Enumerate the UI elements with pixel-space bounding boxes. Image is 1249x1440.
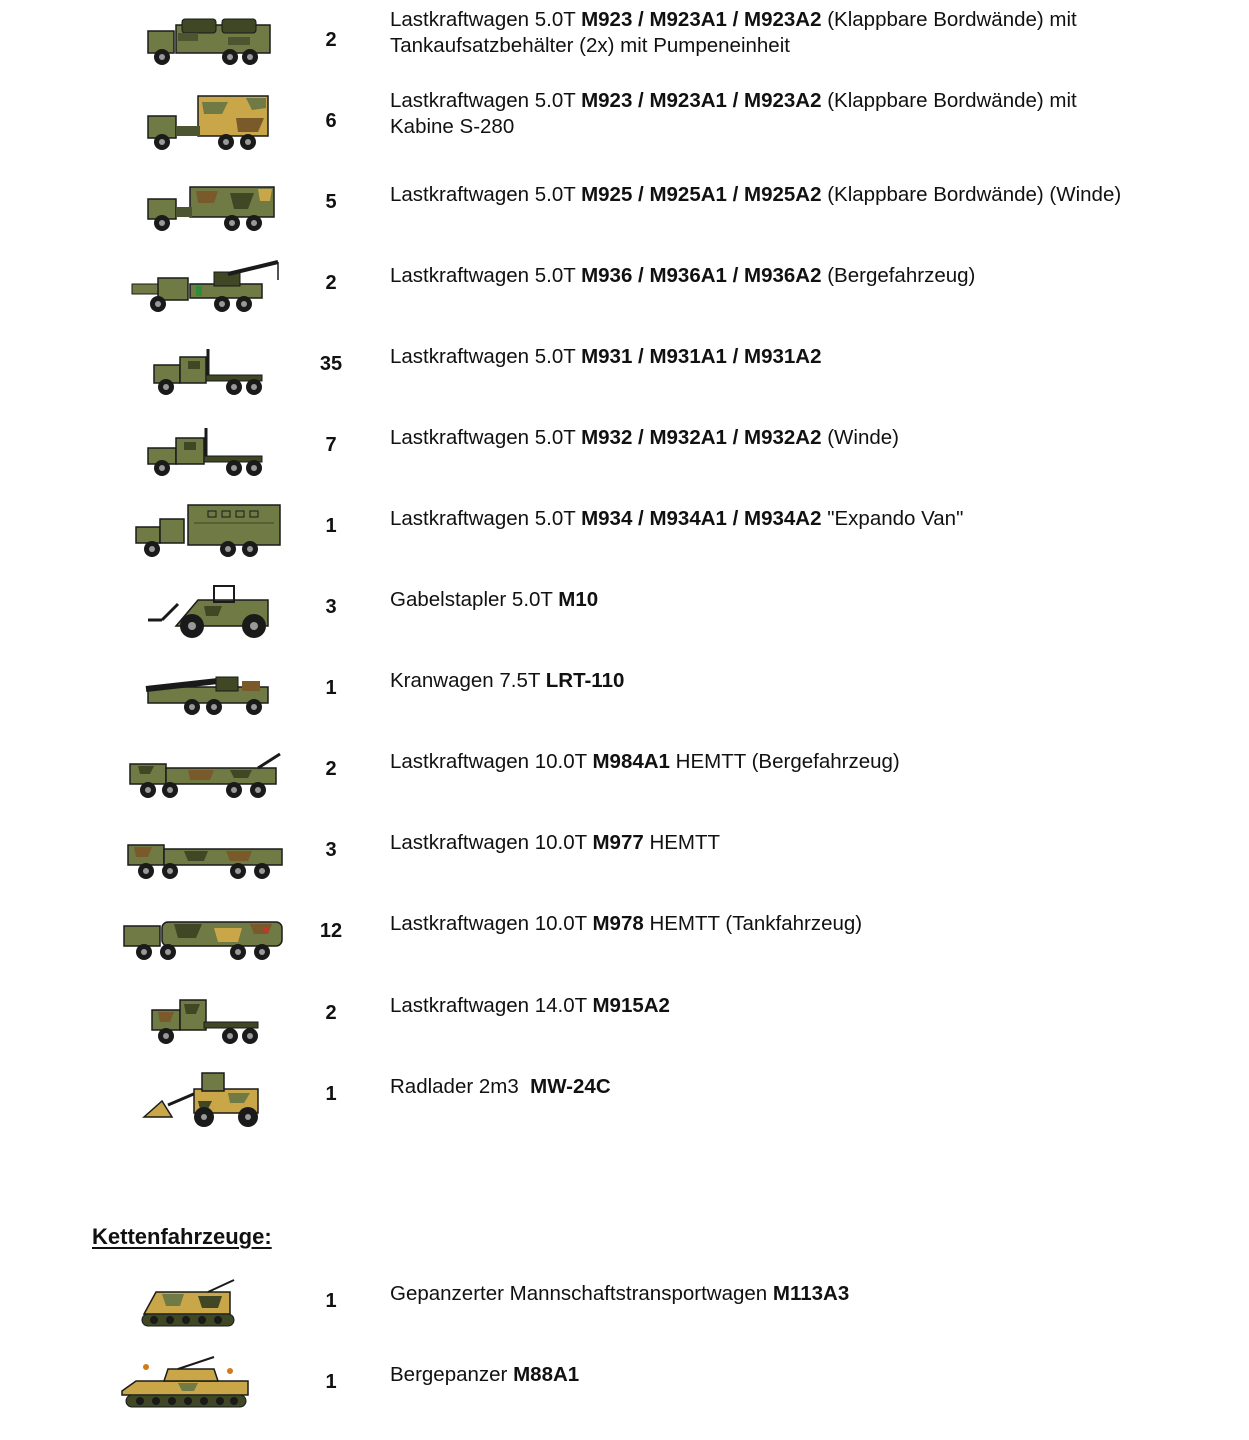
m977-hemtt-cargo-icon: [118, 821, 298, 887]
list-item: [0, 813, 1249, 894]
quantity: 12: [319, 920, 343, 942]
model-designation: M923 / M923A1 / M923A2: [581, 89, 822, 112]
quantity: 6: [325, 110, 337, 132]
model-designation: M936 / M936A1 / M936A2: [581, 264, 822, 287]
m923-tanker-truck-icon: [118, 11, 298, 77]
m934-expando-van-icon: [118, 497, 298, 563]
quantity: 1: [325, 1083, 337, 1105]
list-item: [0, 84, 1249, 165]
vehicle-description: Lastkraftwagen 5.0T M923 / M923A1 / M923A2 (Klappbare Bordwände) mit Tankaufsatzbehälter (2x) mit Pumpeneinheit: [390, 8, 1077, 57]
list-item: [0, 1264, 1249, 1345]
list-item: [0, 489, 1249, 570]
m925-cargo-truck-icon: [118, 173, 298, 239]
vehicle-description: Lastkraftwagen 5.0T M931 / M931A1 / M931A2: [390, 345, 822, 368]
model-designation: M10: [558, 588, 599, 611]
list-item: [0, 246, 1249, 327]
list-item: [0, 651, 1249, 732]
model-designation: M984A1: [592, 750, 670, 773]
vehicle-description: Lastkraftwagen 10.0T M977 HEMTT: [390, 831, 721, 854]
lrt110-crane-icon: [118, 659, 298, 725]
vehicle-description: Radlader 2m3 MW-24C: [390, 1075, 611, 1098]
vehicle-description: Lastkraftwagen 5.0T M934 / M934A1 / M934A2 "Expando Van": [390, 507, 964, 530]
quantity: 2: [325, 758, 337, 780]
list-item: [0, 976, 1249, 1057]
quantity: 2: [325, 272, 337, 294]
vehicle-description: Lastkraftwagen 10.0T M978 HEMTT (Tankfahrzeug): [390, 912, 863, 935]
mw24c-wheel-loader-icon: [118, 1065, 298, 1131]
section-heading: Kettenfahrzeuge:: [92, 1224, 272, 1249]
quantity: 2: [325, 29, 337, 51]
list-item: [0, 1057, 1249, 1138]
model-designation: M977: [592, 831, 644, 854]
m978-hemtt-tanker-icon: [118, 902, 298, 968]
list-item: [0, 732, 1249, 813]
m88-recovery-vehicle-icon: [118, 1353, 298, 1419]
model-designation: M925 / M925A1 / M925A2: [581, 183, 822, 206]
model-designation: M915A2: [592, 994, 670, 1017]
model-designation: M931 / M931A1 / M931A2: [581, 345, 822, 368]
quantity: 2: [325, 1002, 337, 1024]
list-item: [0, 570, 1249, 651]
model-designation: M88A1: [513, 1363, 580, 1386]
model-designation: M978: [592, 912, 644, 935]
quantity: 7: [325, 434, 337, 456]
quantity: 1: [325, 1371, 337, 1393]
vehicle-description: Lastkraftwagen 5.0T M936 / M936A1 / M936A2 (Bergefahrzeug): [390, 264, 976, 287]
vehicle-description: Lastkraftwagen 14.0T M915A2: [390, 994, 670, 1017]
model-designation: LRT-110: [545, 669, 625, 692]
quantity: 3: [325, 839, 337, 861]
vehicle-description: Kranwagen 7.5T LRT-110: [390, 669, 625, 692]
vehicle-description: Gabelstapler 5.0T M10: [390, 588, 599, 611]
model-designation: MW-24C: [530, 1075, 611, 1098]
list-item: [0, 327, 1249, 408]
m984-hemtt-wrecker-icon: [118, 740, 298, 806]
m915-tractor-icon: [118, 984, 298, 1050]
model-designation: M934 / M934A1 / M934A2: [581, 507, 822, 530]
vehicle-description: Lastkraftwagen 5.0T M925 / M925A1 / M925A2 (Klappbare Bordwände) (Winde): [390, 183, 1122, 206]
list-item: [0, 408, 1249, 489]
list-item: [0, 1345, 1249, 1426]
m923-shelter-truck-icon: [118, 92, 298, 158]
m931-tractor-icon: [118, 335, 298, 401]
quantity: 1: [325, 1290, 337, 1312]
vehicle-description: Gepanzerter Mannschaftstransportwagen M113A3: [390, 1282, 850, 1305]
quantity: 1: [325, 677, 337, 699]
list-item: [0, 3, 1249, 84]
vehicle-description: Lastkraftwagen 5.0T M932 / M932A1 / M932A2 (Winde): [390, 426, 899, 449]
m10-forklift-icon: [118, 578, 298, 644]
model-designation: M923 / M923A1 / M923A2: [581, 8, 822, 31]
vehicle-description: Lastkraftwagen 10.0T M984A1 HEMTT (Bergefahrzeug): [390, 750, 900, 773]
quantity: 1: [325, 515, 337, 537]
vehicle-description: Bergepanzer M88A1: [390, 1363, 580, 1386]
vehicle-description: Lastkraftwagen 5.0T M923 / M923A1 / M923A2 (Klappbare Bordwände) mit Kabine S-280: [390, 89, 1077, 138]
model-designation: M932 / M932A1 / M932A2: [581, 426, 822, 449]
m932-tractor-icon: [118, 416, 298, 482]
m936-wrecker-icon: [118, 254, 298, 320]
list-item: [0, 894, 1249, 975]
quantity: 5: [325, 191, 337, 213]
m113-apc-icon: [118, 1272, 298, 1338]
quantity: 3: [325, 596, 337, 618]
quantity: 35: [319, 353, 343, 375]
list-item: [0, 165, 1249, 246]
model-designation: M113A3: [772, 1282, 850, 1305]
